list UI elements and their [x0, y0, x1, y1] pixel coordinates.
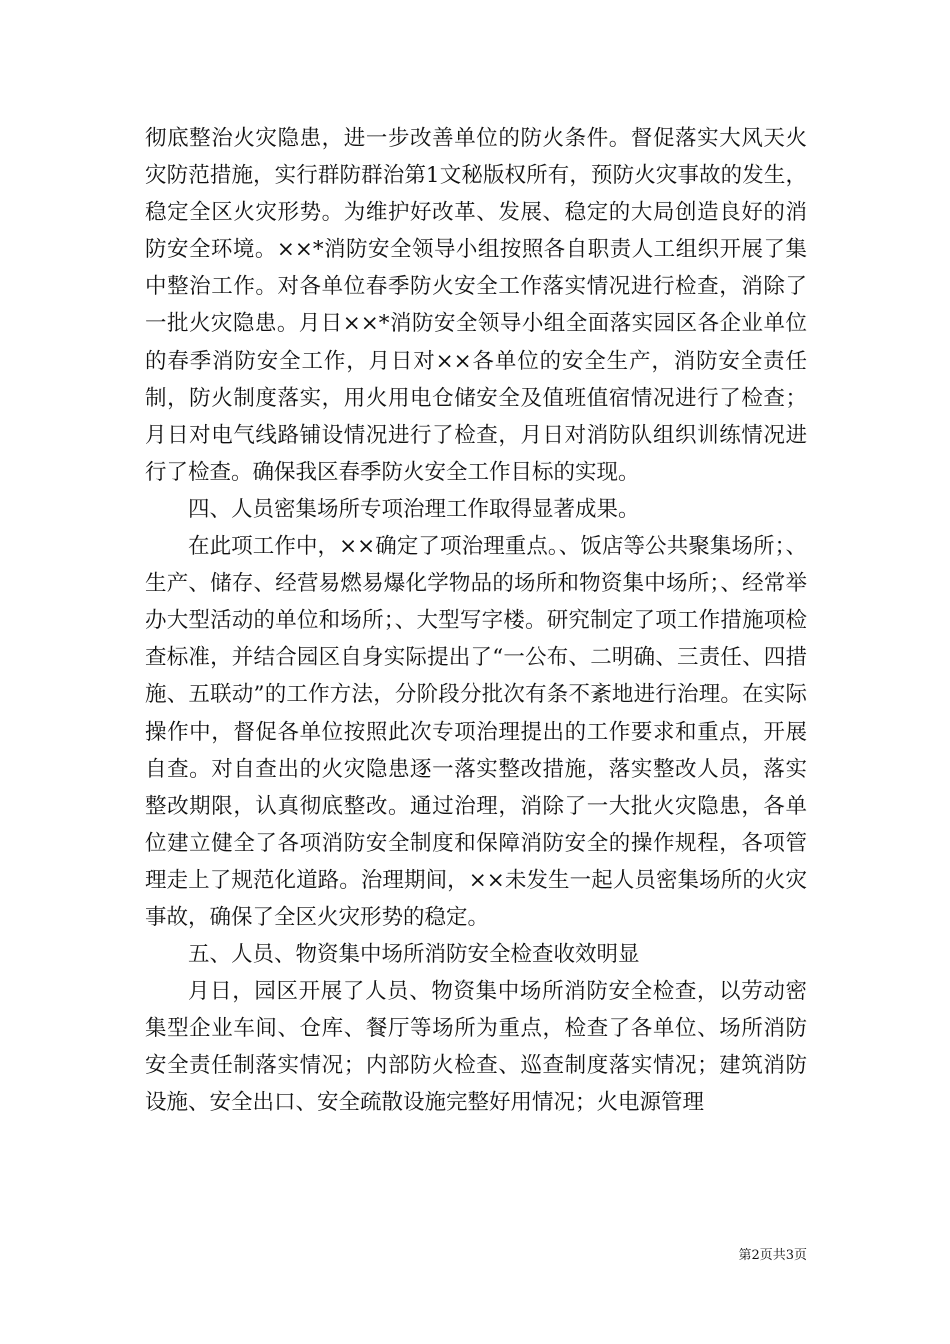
document-body	[145, 120, 807, 1122]
paragraph-crowded-places-governance: 在此项工作中，××确定了项治理重点。、饭店等公共聚集场所；、生产、储存、经营易燃易爆化学物品的场所和物资集中场所；、经常举办大型活动的单位和场所；、大型写字楼。研究制定了项工作措施项检查标准，并结合园区自身实际提出了“一公布、二明确、三责任、四措施、五联动”的工作方法，分阶段分批次有条不紊地进行治理。在实际操作中，督促各单位按照此次专项治理提出的工作要求和重点，开展自查。对自查出的火灾隐患逐一落实整改措施，落实整改人员，落实整改期限，认真彻底整改。通过治理，消除了一大批火灾隐患，各单位建立健全了各项消防安全制度和保障消防安全的操作规程，各项管理走上了规范化道路。治理期间，××未发生一起人员密集场所的火灾事故，确保了全区火灾形势的稳定。	[145, 534, 807, 930]
page-number-footer: 第2页共3页	[738, 1248, 807, 1263]
paragraph-material-sites-inspection: 月日，园区开展了人员、物资集中场所消防安全检查，以劳动密集型企业车间、仓库、餐厅等场所为重点，检查了各单位、场所消防安全责任制落实情况；内部防火检查、巡查制度落实情况；建筑消防设施、安全出口、安全疏散设施完整好用情况；火电源管理	[145, 979, 807, 1116]
section-heading-material-sites: 五、人员、物资集中场所消防安全检查收效明显	[188, 942, 640, 968]
section-heading-crowded-places: 四、人员密集场所专项治理工作取得显著成果。	[188, 496, 640, 522]
paragraph-fire-hazard-rectification: 彻底整治火灾隐患，进一步改善单位的防火条件。督促落实大风天火灾防范措施，实行群防群治第1文秘版权所有，预防火灾事故的发生，稳定全区火灾形势。为维护好改革、发展、稳定的大局创造良好的消防安全环境。××*消防安全领导小组按照各自职责人工组织开展了集中整治工作。对各单位春季防火安全工作落实情况进行检查，消除了一批火灾隐患。月日××*消防安全领导小组全面落实园区各企业单位的春季消防安全工作，月日对××各单位的安全生产，消防安全责任制，防火制度落实，用火用电仓储安全及值班值宿情况进行了检查；月日对电气线路铺设情况进行了检查，月日对消防队组织训练情况进行了检查。确保我区春季防火安全工作目标的实现。	[145, 126, 807, 485]
